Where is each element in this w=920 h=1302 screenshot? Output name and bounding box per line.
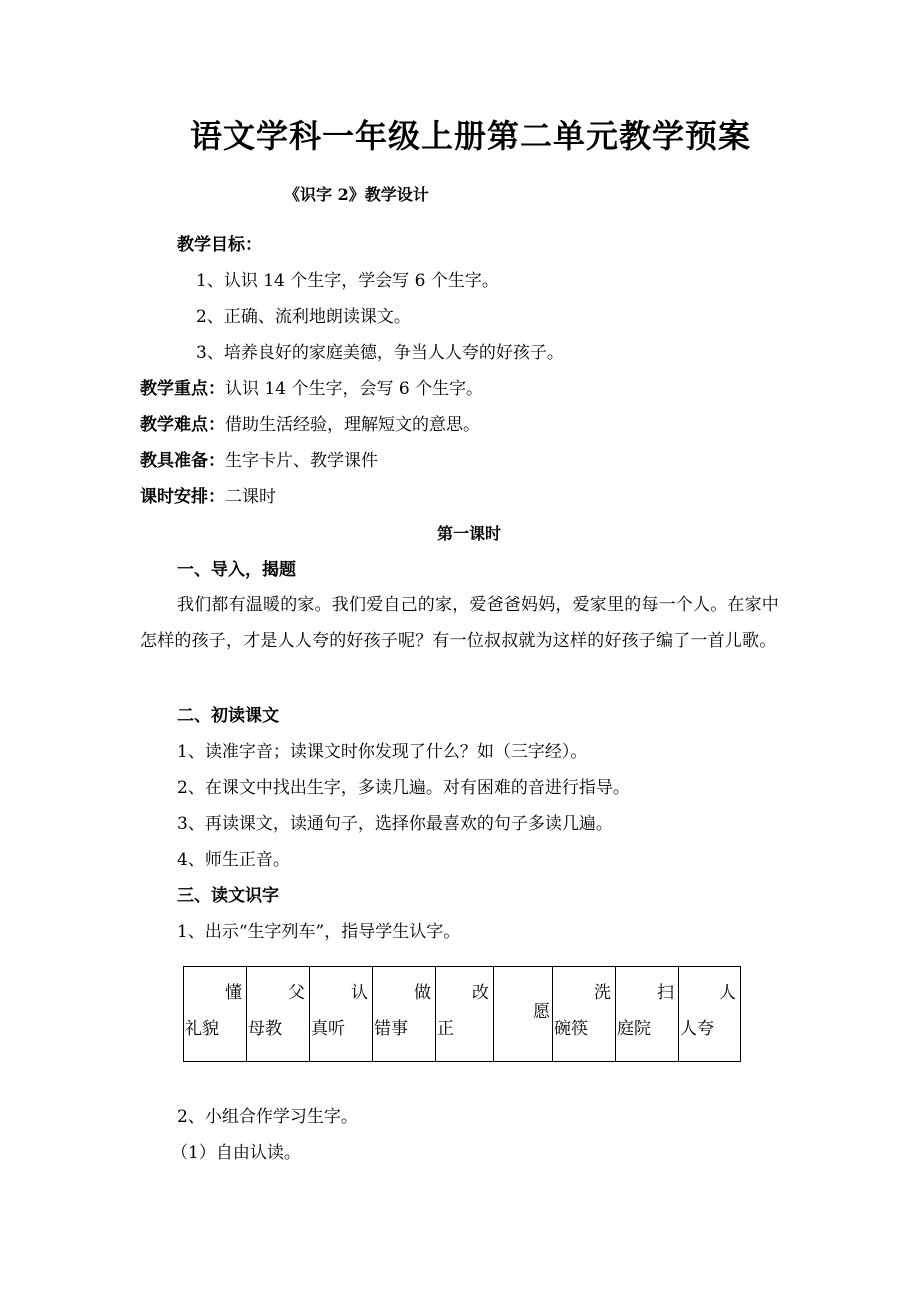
objective-item: 2、正确、流利地朗读课文。 (196, 307, 411, 327)
table-cell (679, 967, 741, 1062)
difficulty-row (140, 414, 480, 436)
cell-top: 人 (719, 983, 736, 1003)
cell-top: 认 (351, 983, 368, 1003)
table-cell (247, 967, 310, 1062)
section3-subitem: （1）自由认读。 (171, 1143, 301, 1163)
cell-top: 改 (472, 983, 489, 1003)
document-subtitle: 《识字 2》教学设计 (284, 185, 429, 204)
schedule-text: 二课时 (225, 487, 276, 507)
table-cell (616, 967, 679, 1062)
cell-bottom: 碗筷 (554, 1019, 588, 1039)
section3-heading: 三、读文识字 (177, 886, 279, 906)
character-train-table (183, 966, 741, 1062)
materials-label: 教具准备： (140, 451, 225, 471)
key-point-text: 认识 14 个生字，会写 6 个生字。 (225, 379, 484, 399)
cell-top: 洗 (594, 983, 611, 1003)
section2-item: 3、再读课文，读通句子，选择你最喜欢的句子多读几遍。 (177, 814, 613, 834)
objective-item: 1、认识 14 个生字，学会写 6 个生字。 (196, 271, 499, 291)
section3-item: 2、小组合作学习生字。 (177, 1107, 358, 1127)
objectives-heading: 教学目标： (177, 235, 262, 255)
cell-middle: 愿 (533, 1002, 550, 1022)
table-cell (310, 967, 373, 1062)
document-title: 语文学科一年级上册第二单元教学预案 (190, 117, 752, 155)
cell-bottom: 真听 (311, 1019, 345, 1039)
cell-top: 扫 (657, 983, 674, 1003)
cell-top: 父 (288, 983, 305, 1003)
table-cell (494, 967, 553, 1062)
section1-heading: 一、导入，揭题 (177, 560, 296, 580)
section1-paragraph: 我们都有温暖的家。我们爱自己的家，爱爸爸妈妈，爱家里的每一个人。在家中怎样的孩子，才是人人夸的好孩子呢？有一位叔叔就为这样的好孩子编了一首儿歌。 (140, 595, 779, 651)
cell-bottom: 庭院 (617, 1019, 651, 1039)
key-point-row (140, 378, 483, 400)
section2-item: 1、读准字音；读课文时你发现了什么？如（三字经）。 (177, 742, 588, 762)
schedule-label: 课时安排： (140, 487, 225, 507)
table-cell (553, 967, 616, 1062)
cell-bottom: 礼貌 (185, 1019, 219, 1039)
section3-item: 1、出示“生字列车”，指导学生认字。 (177, 922, 461, 942)
materials-text: 生字卡片、教学课件 (225, 451, 378, 471)
cell-bottom: 正 (437, 1019, 454, 1039)
table-cell (184, 967, 247, 1062)
schedule-row (140, 486, 276, 508)
cell-bottom: 母教 (248, 1019, 282, 1039)
lesson-heading: 第一课时 (437, 524, 502, 543)
cell-top: 懂 (225, 983, 242, 1003)
materials-row (140, 450, 378, 472)
table-cell (436, 967, 494, 1062)
cell-bottom: 人夸 (680, 1019, 714, 1039)
section2-heading: 二、初读课文 (177, 706, 279, 726)
key-point-label: 教学重点： (140, 379, 225, 399)
section2-item: 2、在课文中找出生字，多读几遍。对有困难的音进行指导。 (177, 778, 630, 798)
difficulty-text: 借助生活经验，理解短文的意思。 (225, 415, 480, 435)
section2-item: 4、师生正音。 (177, 850, 290, 870)
cell-bottom: 错事 (374, 1019, 408, 1039)
difficulty-label: 教学难点： (140, 415, 225, 435)
objective-item: 3、培养良好的家庭美德，争当人人夸的好孩子。 (196, 343, 564, 363)
cell-top: 做 (414, 983, 431, 1003)
table-cell (373, 967, 436, 1062)
